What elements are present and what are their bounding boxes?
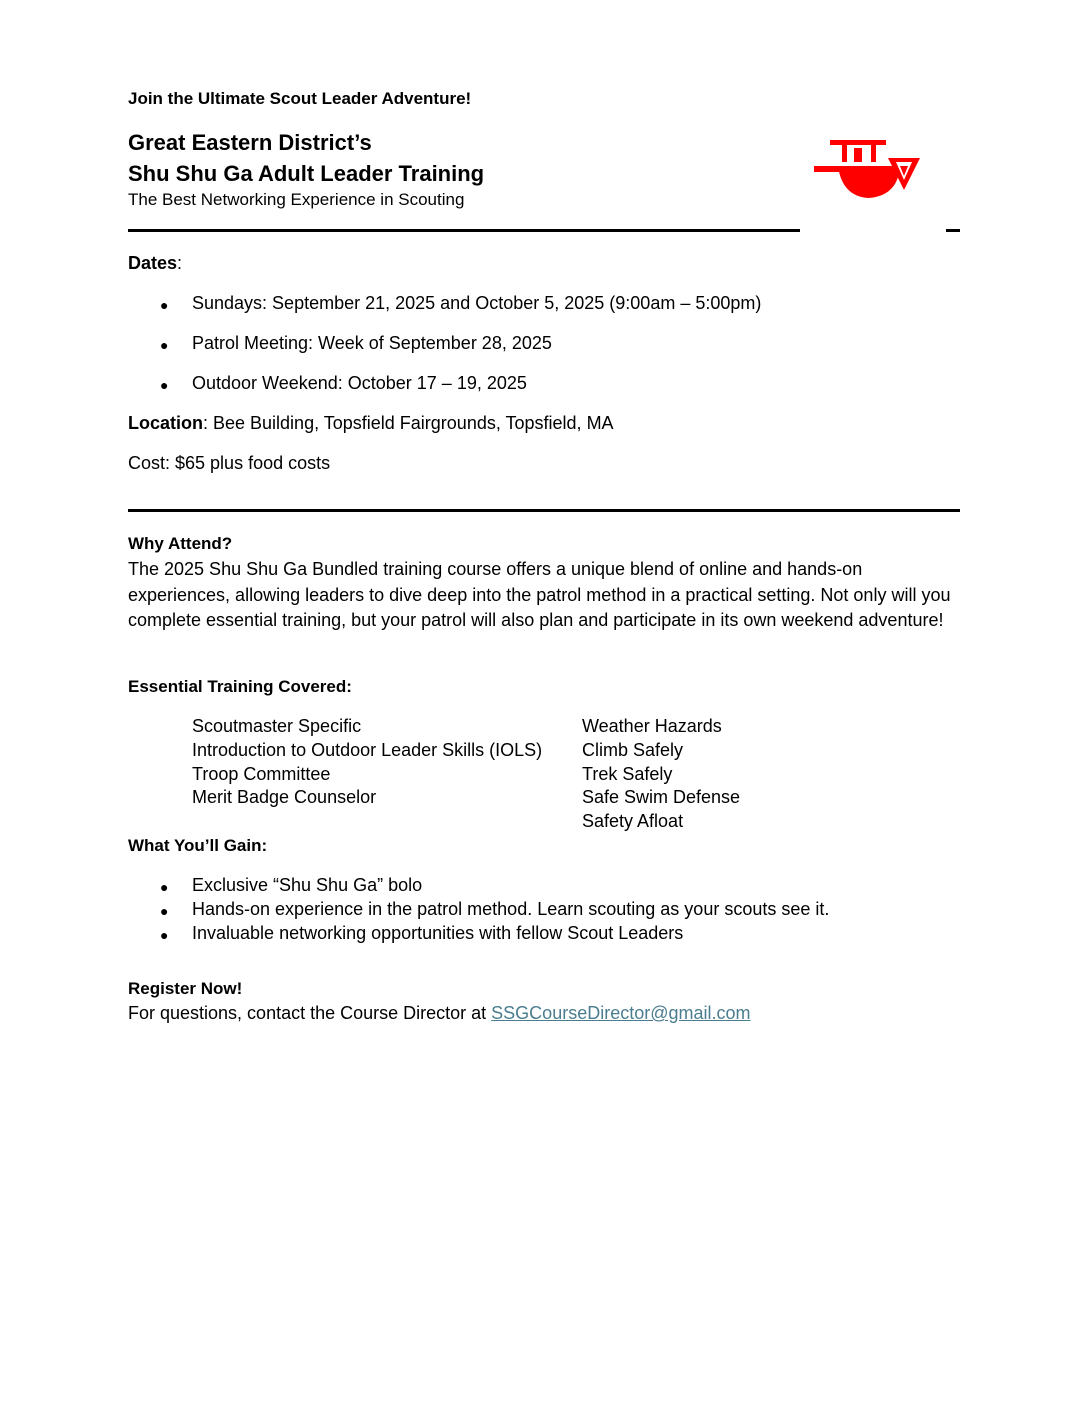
- training-heading: Essential Training Covered:: [128, 677, 352, 696]
- date-item: Sundays: September 21, 2025 and October 5, 2025 (9:00am – 5:00pm): [192, 293, 762, 313]
- register-heading: Register Now!: [128, 979, 243, 998]
- dates-row: [128, 253, 182, 274]
- training-item: Safety Afloat: [582, 811, 684, 832]
- dates-colon: :: [177, 253, 183, 273]
- training-item: Introduction to Outdoor Leader Skills (IOLS): [192, 739, 543, 760]
- title-line-2: Shu Shu Ga Adult Leader Training: [128, 161, 485, 186]
- training-item: Weather Hazards: [582, 716, 722, 736]
- bullet-icon: ●: [160, 377, 169, 393]
- bullet-icon: ●: [160, 879, 169, 895]
- training-item: Trek Safely: [582, 763, 673, 784]
- gain-item: Hands-on experience in the patrol method. Learn scouting as your scouts see it.: [192, 899, 830, 919]
- date-item: Patrol Meeting: Week of September 28, 2025: [192, 333, 552, 353]
- section-divider: [128, 509, 960, 512]
- training-right-column: [582, 715, 740, 834]
- bullet-icon: ●: [160, 903, 169, 919]
- course-director-email-link[interactable]: SSGCourseDirector@gmail.com: [491, 1003, 751, 1023]
- tagline: Join the Ultimate Scout Leader Adventure!: [128, 89, 472, 108]
- red-canoe-logo-icon: [800, 88, 946, 246]
- why-body: The 2025 Shu Shu Ga Bundled training course offers a unique blend of online and hands-on experiences, allowing leaders to dive deep into the patrol method in a practical setting. Not only will you complete essential training, but your patrol will also plan and participate in its own weekend adventure!: [128, 559, 951, 630]
- training-item: Troop Committee: [192, 763, 331, 784]
- subtitle: The Best Networking Experience in Scouting: [128, 190, 465, 209]
- gain-item: Exclusive “Shu Shu Ga” bolo: [192, 875, 423, 895]
- bullet-icon: ●: [160, 337, 169, 353]
- training-left-column: [192, 715, 542, 810]
- location-label: Location: [128, 413, 203, 433]
- gain-item: Invaluable networking opportunities with fellow Scout Leaders: [192, 923, 684, 943]
- register-text: For questions, contact the Course Director at: [128, 1003, 492, 1023]
- date-item: Outdoor Weekend: October 17 – 19, 2025: [192, 373, 527, 393]
- training-item: Climb Safely: [582, 739, 684, 760]
- why-heading: Why Attend?: [128, 534, 233, 553]
- dates-label: Dates: [128, 253, 178, 273]
- location-row: [128, 413, 614, 434]
- location-value: : Bee Building, Topsfield Fairgrounds, Topsfield, MA: [203, 413, 614, 433]
- training-item: Safe Swim Defense: [582, 787, 741, 808]
- cost: Cost: $65 plus food costs: [128, 453, 331, 473]
- logo: [800, 88, 946, 246]
- bullet-icon: ●: [160, 297, 169, 313]
- training-item: Merit Badge Counselor: [192, 787, 377, 808]
- title-line-1: Great Eastern District’s: [128, 130, 372, 155]
- bullet-icon: ●: [160, 927, 169, 943]
- gain-heading: What You’ll Gain:: [128, 836, 268, 855]
- training-item: Scoutmaster Specific: [192, 716, 362, 736]
- register-row: [128, 1003, 751, 1024]
